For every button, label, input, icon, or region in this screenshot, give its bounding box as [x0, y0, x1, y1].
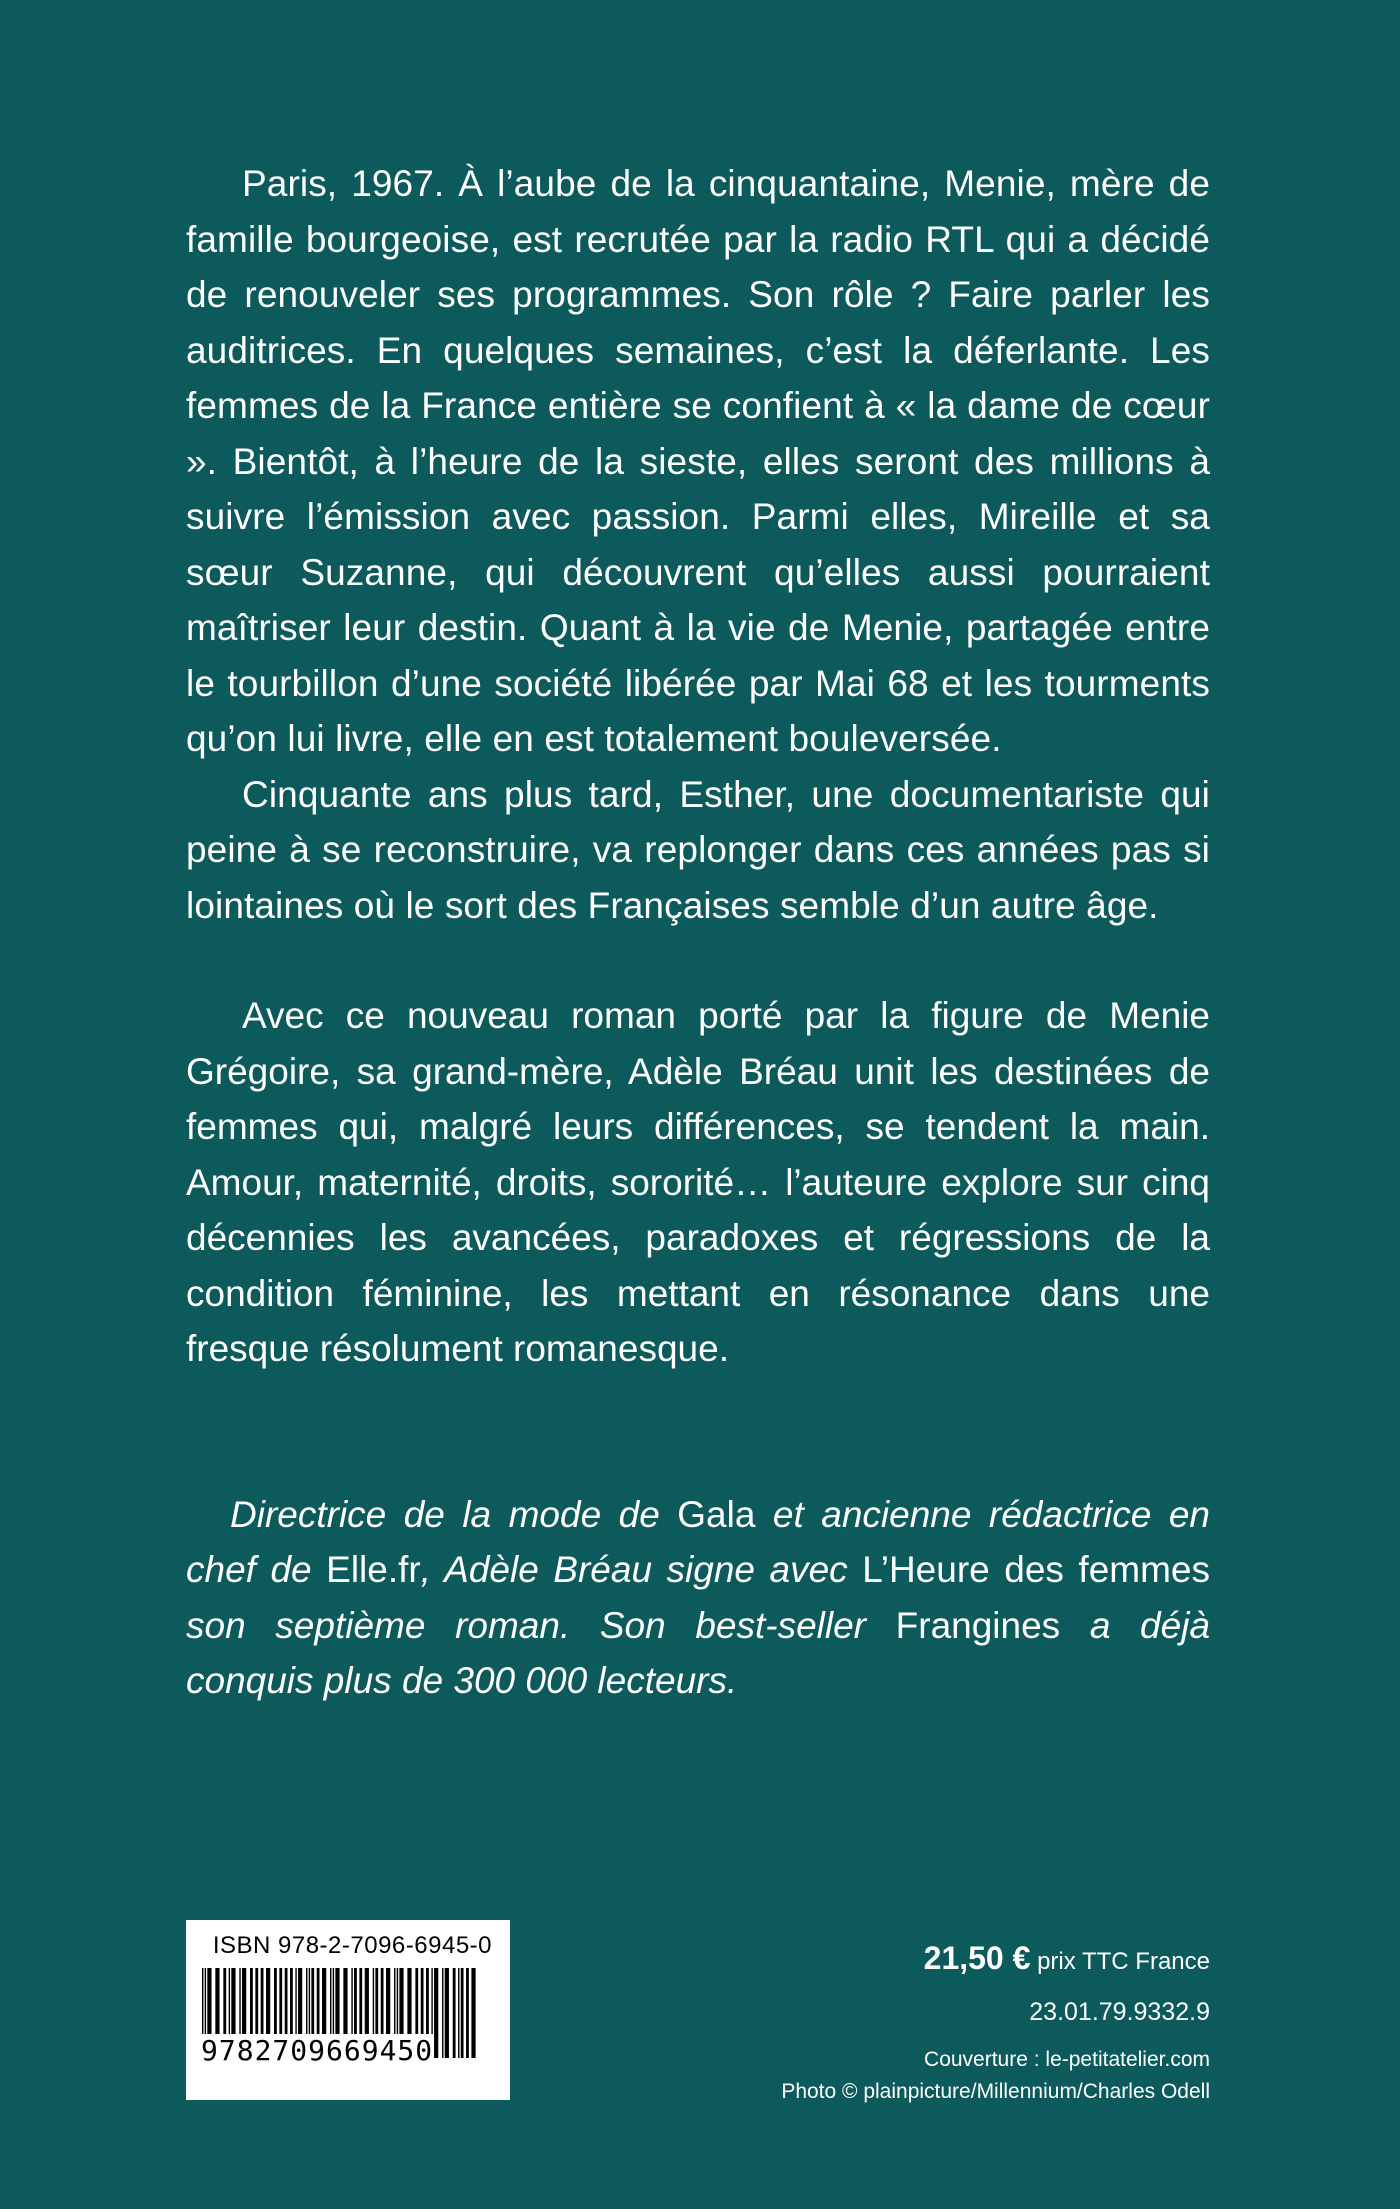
bio-text-2: et ancienne rédactrice en chef de	[186, 1493, 1210, 1590]
price-suffix: prix TTC France	[1030, 1948, 1210, 1975]
synopsis-paragraph-2: Cinquante ans plus tard, Esther, une documentariste qui peine à se reconstruire, va replonger dans ces années pas si lointaines où le sort des Françaises semble d’un autre âge.	[186, 773, 1210, 926]
bio-text-4: son septième roman. Son best-seller	[186, 1604, 896, 1646]
synopsis-block	[186, 156, 1210, 933]
photo-credit: Photo © plainpicture/Millennium/Charles Odell	[781, 2080, 1210, 2103]
bio-text-3: , Adèle Bréau signe avec	[420, 1549, 863, 1590]
cover-credit: Couverture : le-petitatelier.com	[924, 2048, 1210, 2071]
author-bio-block	[186, 1487, 1210, 1709]
presentation-paragraph: Avec ce nouveau roman porté par la figure de Menie Grégoire, sa grand-mère, Adèle Bréau unit les destinées de femmes qui, malgré leurs différences, se tendent la main. Amour, maternité, droits, sororité… l’auteure explore sur cinq décennies les avancées, paradoxes et régressions de la condition féminine, les mettant en résonance dans une fresque résolument romanesque.	[186, 995, 1210, 1369]
bio-site-elle: Elle.fr	[326, 1549, 421, 1590]
presentation-block	[186, 988, 1210, 1377]
bio-magazine-gala: Gala	[677, 1493, 756, 1535]
isbn-label: ISBN 978-2-7096-6945-0	[212, 1932, 492, 1959]
barcode-digits	[200, 2036, 496, 2066]
barcode-digits-text: 9782709669450	[201, 2034, 434, 2067]
price-info	[781, 1940, 1210, 2108]
price-line	[781, 1940, 1210, 1980]
isbn-barcode	[186, 1920, 510, 2100]
reference-number: 23.01.79.9332.9	[1029, 1998, 1210, 2026]
author-bio-paragraph	[186, 1487, 1210, 1709]
bio-text-1: Directrice de la mode de	[230, 1493, 678, 1535]
bio-book-title: L’Heure des femmes	[862, 1549, 1211, 1590]
bio-bestseller-title: Frangines	[895, 1604, 1061, 1646]
price-value: 21,50 €	[923, 1940, 1031, 1976]
bio-text-5: a déjà conquis plus de 300 000 lecteurs.	[186, 1604, 1210, 1701]
synopsis-paragraph-1: Paris, 1967. À l’aube de la cinquantaine, Menie, mère de famille bourgeoise, est recrutée par la radio RTL qui a décidé de renouveler ses programmes. Son rôle ? Faire parler les auditrices. En quelques semaines, c’est la déferlante. Les femmes de la France entière se confient à « la dame de cœur ». Bientôt, à l’heure de la sieste, elles seront des millions à suivre l’émission avec passion. Parmi elles, Mireille et sa sœur Suzanne, qui découvrent qu’elles aussi pourraient maîtriser leur destin. Quant à la vie de Menie, partagée entre le tourbillon d’une société libérée par Mai 68 et les tourments qu’on lui livre, elle en est totalement bouleversée.	[186, 163, 1210, 759]
back-cover-text	[186, 156, 1210, 1709]
